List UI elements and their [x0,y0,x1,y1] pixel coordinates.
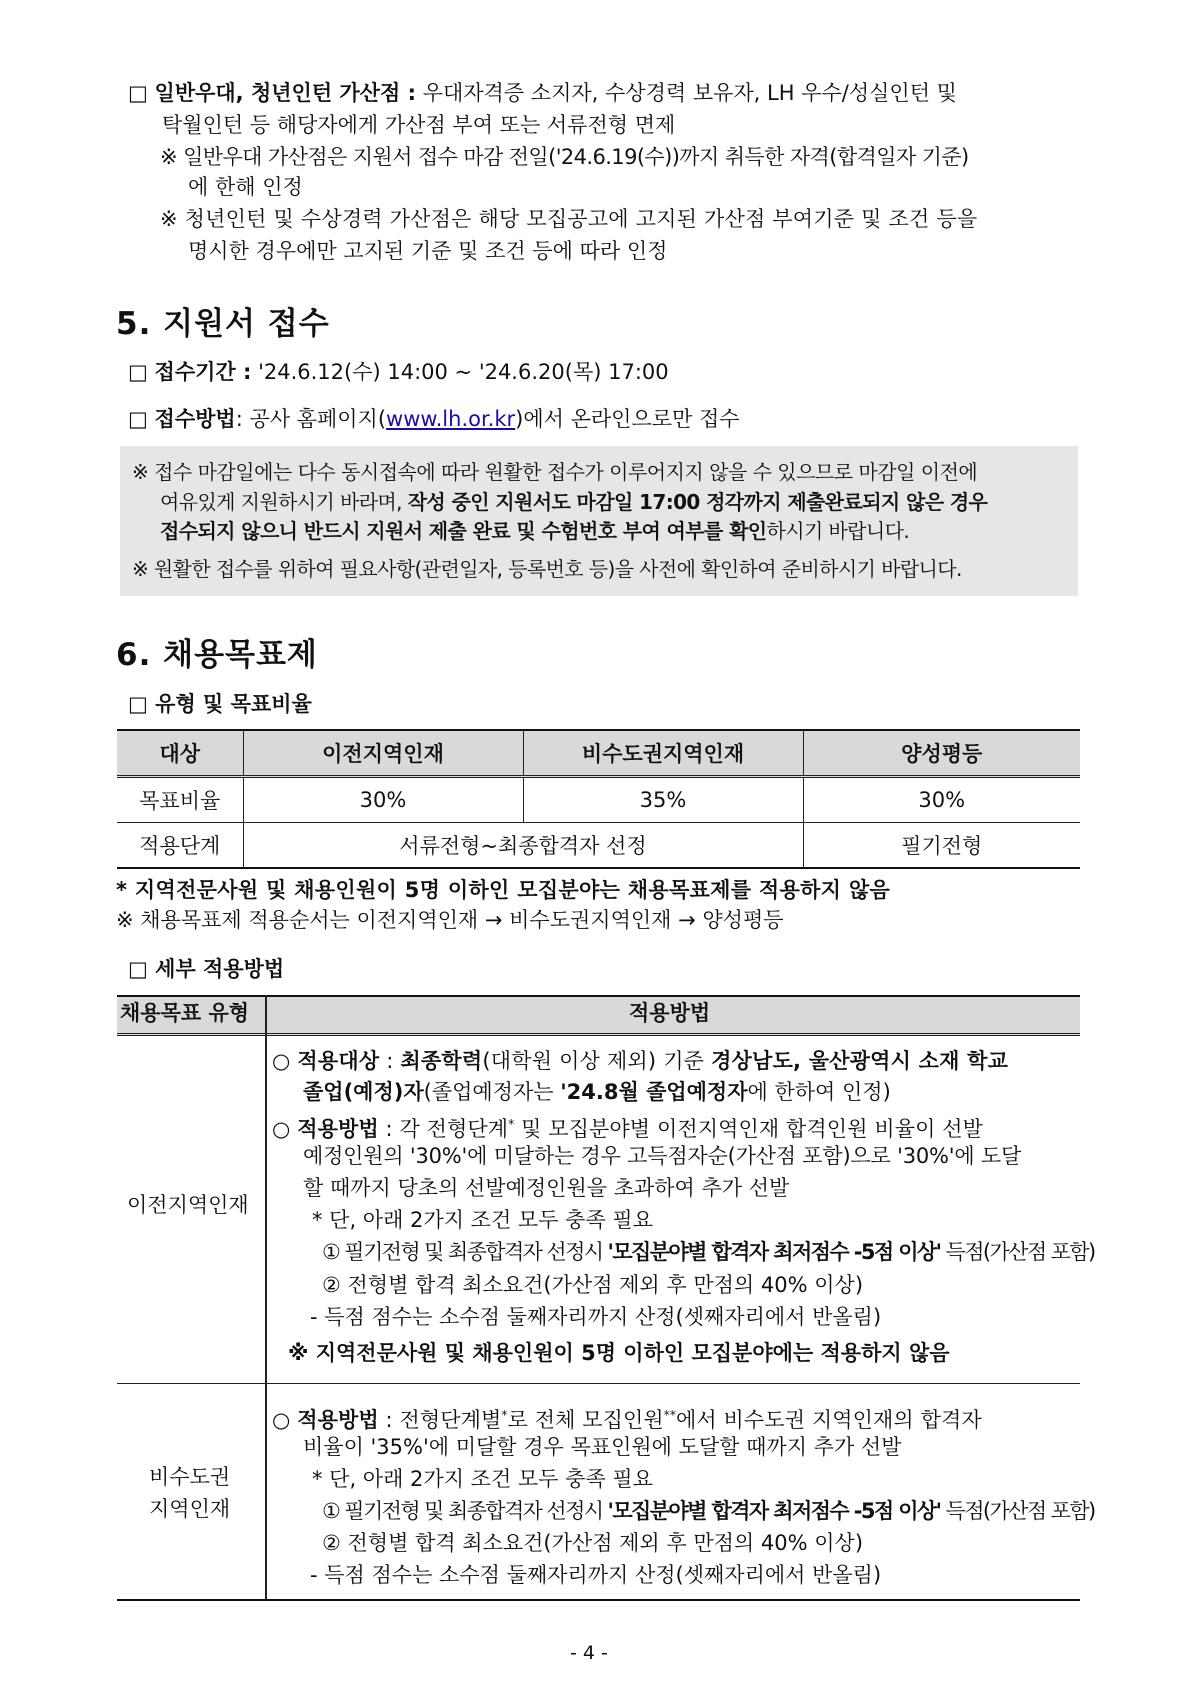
r1-target-rest: (대학원 이상 제외) 기준 [482,1049,705,1073]
page-number: - 4 - [570,1642,608,1664]
r1-condition-1-pre: ① 필기전형 및 최종합격자 선정시 [322,1240,603,1264]
notice-line-2-pre: 여유있게 지원하시기 바라며, [160,490,402,514]
top-line-1 [128,78,957,108]
r2-method-text: : 전형단계별 [385,1408,502,1432]
row1-type-label: 이전지역인재 [127,1193,249,1217]
top-line-4: 에 한해 인정 [188,175,303,199]
bullet-circle-icon: ○ [272,1117,298,1141]
period-row [128,357,669,387]
r1-method-line3: 할 때까지 당초의 선발예정인원을 초과하여 추가 선발 [303,1176,790,1200]
notice-line-3-bold: 접수되지 않으니 반드시 지원서 제출 완료 및 수험번호 부여 여부를 확인 [160,519,767,543]
notice-line-1: ※ 접수 마감일에는 다수 동시접속에 따라 원활한 접수가 이루어지지 않을 수 있으므로 마감일 이전에 [132,460,978,484]
subheading-detail [128,954,284,984]
r2-condition-1-bold: '모집분야별 합격자 최저점수 -5점 이상' [607,1499,941,1523]
r2-method-line2: 비율이 '35%'에 미달할 경우 목표인원에 도달할 때까지 추가 선발 [303,1435,902,1459]
r1-target-label: 적용대상 [297,1049,380,1073]
method-row [128,404,740,434]
top-line-6: 명시한 경우에만 고지된 기준 및 조건 등에 따라 인정 [188,239,668,263]
table-header: 비수도권지역인재 [523,730,803,777]
table-cell: 30% [803,777,1080,823]
top-line-5: ※ 청년인턴 및 수상경력 가산점은 해당 모집공고에 고지된 가산점 부여기준 및 조건 등을 [160,207,978,231]
r2-method-line1 [272,1400,982,1435]
r1-method-text: : 각 전형단계 [385,1117,509,1141]
table-row [117,777,1080,823]
footnote-mark: * [501,1408,508,1422]
detail-header-type: 채용목표 유형 [120,1001,250,1025]
table-header: 양성평등 [803,730,1080,777]
table-cell: 적용단계 [117,823,243,869]
checkbox-square-icon [128,957,148,981]
r2-condition-1-pre: ① 필기전형 및 최종합격자 선정시 [322,1499,603,1523]
section-5-title: 5. 지원서 접수 [116,306,330,342]
period-label: 접수기간 : [154,360,252,384]
bonus-heading: 일반우대, 청년인턴 가산점 : [154,81,416,105]
table-cell: 서류전형~최종합격자 선정 [243,823,803,869]
subheading-type-ratio [128,689,312,719]
r1-method-line2: 예정인원의 '30%'에 미달하는 경우 고득점자순(가산점 포함)으로 '30%'에 도달 [303,1144,1022,1168]
target-ratio-table [117,729,1080,869]
table-cell: 목표비율 [117,777,243,823]
r1-condition-3: - 득점 점수는 소수점 둘째자리까지 산정(셋째자리에서 반올림) [310,1305,882,1329]
checkbox-square-icon [128,360,148,384]
table-cell: 30% [243,777,523,823]
checkbox-square-icon [128,407,148,431]
r1-target-bold2: 경상남도, 울산광역시 소재 학교 [711,1049,1009,1073]
top-line-2: 탁월인턴 등 해당자에게 가산점 부여 또는 서류전형 면제 [162,113,676,137]
r2-condition-2: ② 전형별 합격 최소요건(가산점 제외 후 만점의 40% 이상) [322,1531,864,1555]
r2-method-label: 적용방법 [297,1408,379,1432]
r1-target-rest3: 에 한하여 인정) [747,1080,891,1104]
subheading-type-ratio-text: 유형 및 목표비율 [155,692,312,716]
section-6-title: 6. 채용목표제 [116,637,318,673]
r1-condition-1-post: 득점(가산점 포함) [945,1240,1095,1264]
footnote-mark: ** [663,1408,676,1422]
r2-method-rest: 에서 비수도권 지역인재의 합격자 [676,1408,982,1432]
lh-homepage-link[interactable]: www.lh.or.kr [386,407,516,431]
detail-table-divider [265,995,267,1600]
table-header: 이전지역인재 [243,730,523,777]
method-text-pre: : 공사 홈페이지( [235,407,387,431]
r1-target-bold4: '24.8월 졸업예정자 [560,1080,748,1104]
footnote-mark: * [508,1117,515,1131]
r1-method-rest: 및 모집분야별 이전지역인재 합격인원 비율이 선발 [521,1117,984,1141]
notice-line-4: ※ 원활한 접수를 위하여 필요사항(관련일자, 등록번호 등)을 사전에 확인하여 준비하시기 바랍니다. [132,557,962,581]
detail-header-method: 적용방법 [629,1001,711,1025]
r2-method-mid: 로 전체 모집인원 [507,1408,664,1432]
r1-condition-1 [322,1237,1095,1267]
table-cell: 필기전형 [803,823,1080,869]
bullet-circle-icon: ○ [272,1408,298,1432]
notice-line-3 [160,516,909,546]
detail-table-bottom-border [117,1599,1080,1601]
row2-type-label-1: 비수도권 [149,1465,231,1489]
row2-type-label-2: 지역인재 [149,1497,231,1521]
r1-target-bold: 최종학력 [400,1049,483,1073]
table-cell: 35% [523,777,803,823]
checkbox-square-icon [128,81,148,105]
table-header: 대상 [117,730,243,777]
detail-table-row-border [117,1383,1080,1384]
detail-table-header [117,995,1080,1036]
r2-condition-intro: * 단, 아래 2가지 조건 모두 충족 필요 [312,1467,653,1491]
r1-target-colon: : [386,1049,394,1073]
method-text-post: )에서 온라인으로만 접수 [515,407,740,431]
r2-condition-1-post: 득점(가산점 포함) [945,1499,1095,1523]
method-label: 접수방법 [154,407,236,431]
r1-condition-2: ② 전형별 합격 최소요건(가산점 제외 후 만점의 40% 이상) [322,1273,864,1297]
r1-method-line1 [272,1109,983,1144]
r1-exclusion-note: ※ 지역전문사원 및 채용인원이 5명 이하인 모집분야에는 적용하지 않음 [288,1341,950,1365]
r2-condition-3: - 득점 점수는 소수점 둘째자리까지 산정(셋째자리에서 반올림) [310,1563,882,1587]
top-line-3: ※ 일반우대 가산점은 지원서 접수 마감 전일('24.6.19(수))까지 취득한 자격(합격일자 기준) [160,145,969,169]
r1-condition-1-bold: '모집분야별 합격자 최저점수 -5점 이상' [607,1240,941,1264]
r1-target-line1 [272,1046,1008,1076]
period-value: '24.6.12(수) 14:00 ~ '24.6.20(목) 17:00 [258,360,669,384]
r1-method-label: 적용방법 [297,1117,379,1141]
bonus-text: 우대자격증 소지자, 수상경력 보유자, LH 우수/성실인턴 및 [422,81,957,105]
checkbox-square-icon [128,692,148,716]
subheading-detail-text: 세부 적용방법 [155,957,285,981]
target-note-bold: * 지역전문사원 및 채용인원이 5명 이하인 모집분야는 채용목표제를 적용하지 않음 [116,878,891,902]
notice-line-2 [160,487,987,517]
table-row [117,823,1080,869]
r1-target-line2 [303,1077,891,1107]
r1-target-rest2: (졸업예정자는 [423,1080,554,1104]
r1-target-bold3: 졸업(예정)자 [303,1080,424,1104]
bullet-circle-icon: ○ [272,1049,298,1073]
r1-condition-intro: * 단, 아래 2가지 조건 모두 충족 필요 [312,1208,653,1232]
notice-line-3-post: 하시기 바랍니다. [766,519,910,543]
notice-line-2-bold: 작성 중인 지원서도 마감일 17:00 정각까지 제출완료되지 않은 경우 [407,490,988,514]
r2-condition-1 [322,1496,1095,1526]
target-note-order: ※ 채용목표제 적용순서는 이전지역인재 → 비수도권지역인재 → 양성평등 [116,908,784,932]
